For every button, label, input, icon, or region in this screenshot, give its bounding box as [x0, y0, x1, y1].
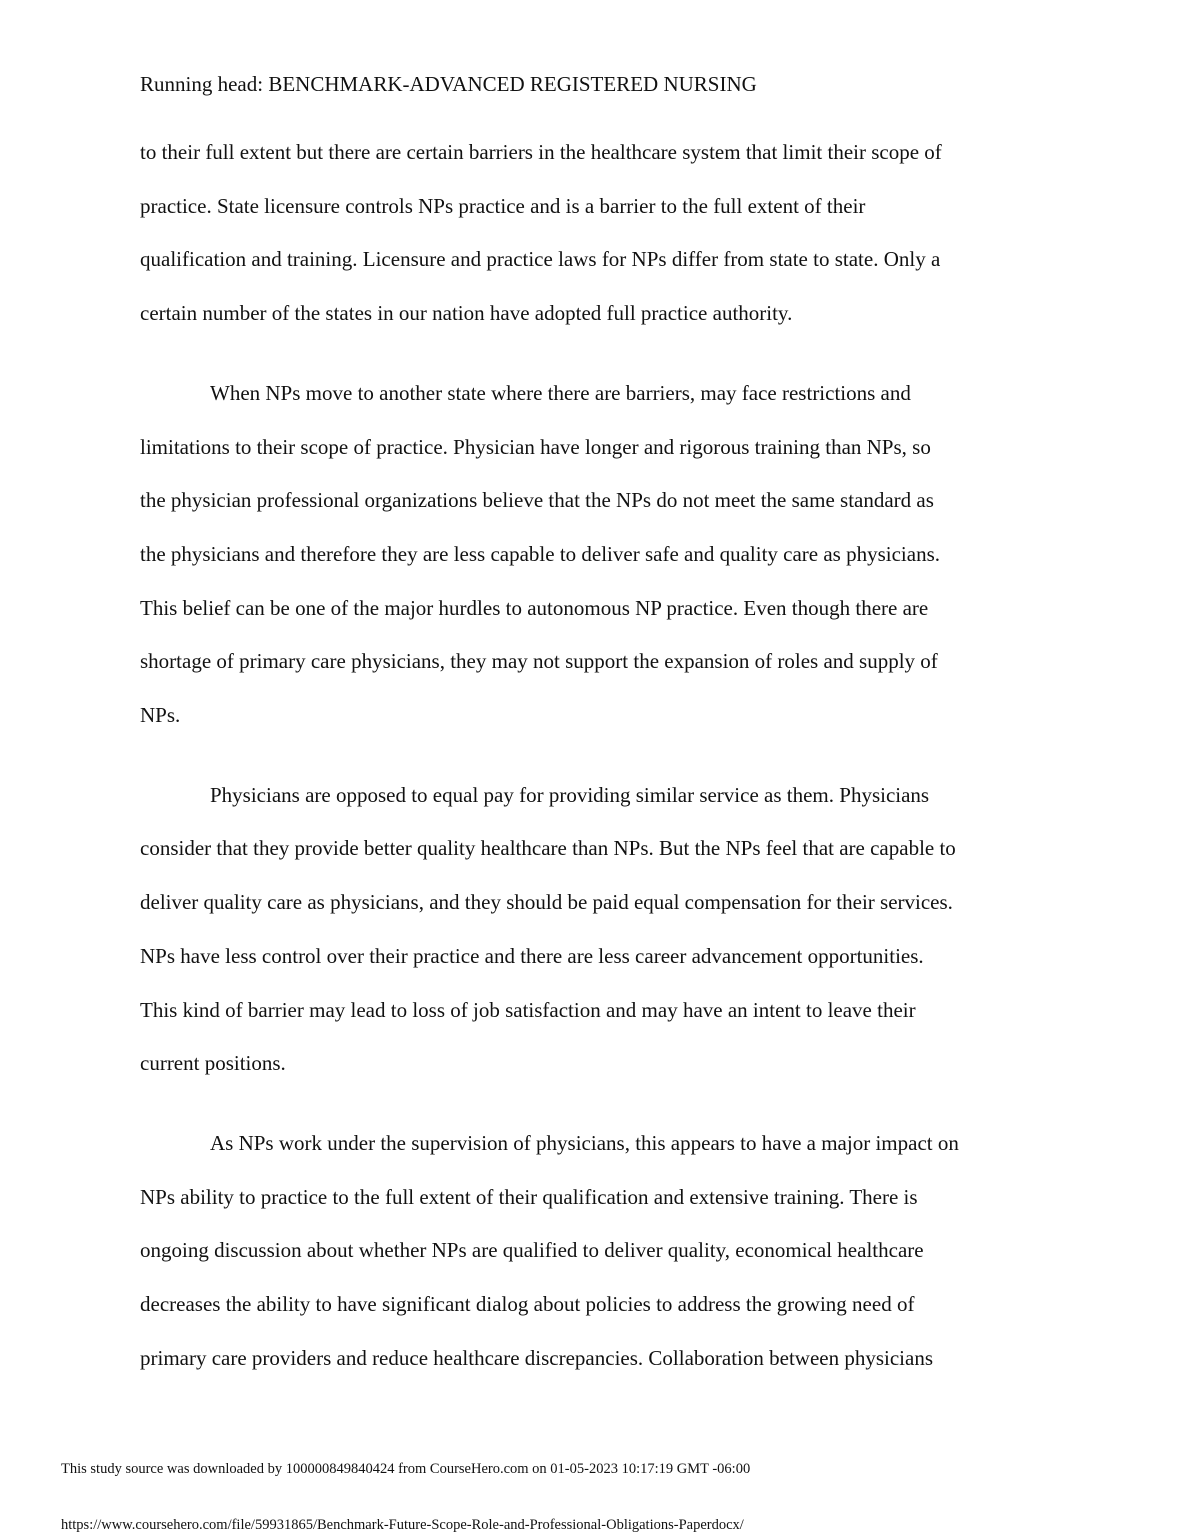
text-line: practice. State licensure controls NPs practice and is a barrier to the full extent of their	[140, 193, 866, 218]
text-line: consider that they provide better quality healthcare than NPs. But the NPs feel that are capable to	[140, 836, 956, 861]
text-line: certain number of the states in our nation have adopted full practice authority.	[140, 301, 793, 326]
paragraph-3	[140, 769, 1055, 1091]
text-line: limitations to their scope of practice. Physician have longer and rigorous training than NPs, so	[140, 434, 931, 459]
running-head: Running head: BENCHMARK-ADVANCED REGISTERED NURSING	[140, 72, 757, 96]
paragraph-2	[140, 367, 1055, 743]
text-line: NPs.	[140, 703, 181, 728]
text-line: to their full extent but there are certain barriers in the healthcare system that limit their scope of	[140, 140, 942, 164]
text-line: This belief can be one of the major hurdles to autonomous NP practice. Even though there are	[140, 595, 929, 620]
text-line: NPs have less control over their practice and there are less career advancement opportunities.	[140, 943, 924, 968]
text-line: NPs ability to practice to the full extent of their qualification and extensive training. There is	[140, 1184, 918, 1209]
text-line: the physician professional organizations believe that the NPs do not meet the same standard as	[140, 488, 934, 513]
text-line: deliver quality care as physicians, and they should be paid equal compensation for their services.	[140, 890, 953, 915]
text-line: ongoing discussion about whether NPs are qualified to deliver quality, economical healthcare	[140, 1238, 924, 1263]
text-line: qualification and training. Licensure and practice laws for NPs differ from state to state. Only a	[140, 247, 941, 272]
text-line: decreases the ability to have significant dialog about policies to address the growing need of	[140, 1292, 915, 1317]
text-line: As NPs work under the supervision of physicians, this appears to have a major impact on	[210, 1130, 959, 1155]
paragraph-1	[140, 126, 1055, 341]
text-line: primary care providers and reduce healthcare discrepancies. Collaboration between physicians	[140, 1345, 933, 1370]
download-source-note: This study source was downloaded by 100000849840424 from CourseHero.com on 01-05-2023 10:17:19 GMT -06:00	[61, 1461, 751, 1477]
source-url[interactable]: https://www.coursehero.com/file/59931865/Benchmark-Future-Scope-Role-and-Professional-Obligations-Paperdocx/	[61, 1517, 744, 1533]
text-line: Physicians are opposed to equal pay for providing similar service as them. Physicians	[210, 782, 930, 807]
text-line: This kind of barrier may lead to loss of job satisfaction and may have an intent to leave their	[140, 997, 916, 1022]
text-line: shortage of primary care physicians, they may not support the expansion of roles and supply of	[140, 649, 938, 674]
text-line: When NPs move to another state where there are barriers, may face restrictions and	[210, 380, 911, 405]
text-line: the physicians and therefore they are less capable to deliver safe and quality care as physicians.	[140, 541, 941, 566]
paragraph-4	[140, 1117, 1055, 1386]
document-body	[140, 126, 1055, 1385]
text-line: current positions.	[140, 1051, 286, 1076]
